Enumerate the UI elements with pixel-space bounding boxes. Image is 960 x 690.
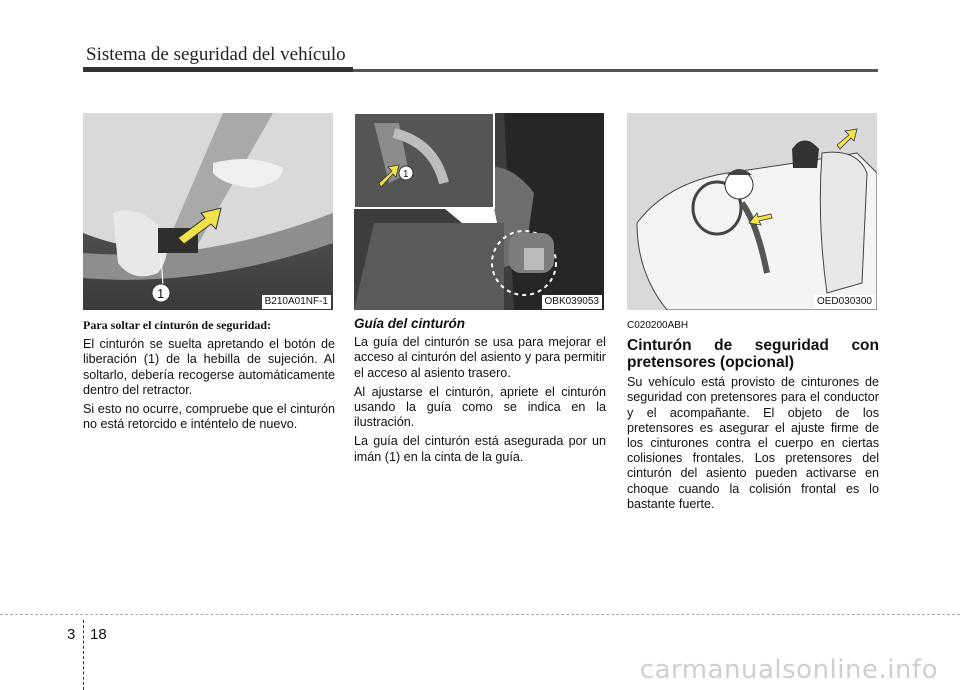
column-guide — [354, 316, 606, 469]
header-rule-accent — [83, 67, 353, 72]
watermark: carmanualsonline.info — [639, 655, 938, 685]
belt-release-illustration — [83, 113, 333, 310]
figure-code: OED030300 — [814, 295, 875, 309]
figure-belt-guide — [354, 113, 604, 310]
section-code: C020200ABH — [627, 320, 689, 331]
figure-belt-release — [83, 113, 333, 310]
header-title: Sistema de seguridad del vehículo — [86, 44, 346, 65]
paragraph: El cinturón se suelta apretando el botón de liberación (1) de la hebilla de sujeción. Al soltarlo, debería recogerse automáticamente dentro del retractor. — [83, 337, 335, 397]
chapter-number: 3 — [67, 626, 76, 643]
pretensioner-illustration — [627, 113, 877, 310]
figure-code: OBK039053 — [542, 295, 603, 309]
figure-code: B210A01NF-1 — [262, 295, 331, 309]
footer-page-rule — [83, 620, 84, 690]
belt-guide-illustration — [354, 113, 604, 310]
section-heading: Cinturón de seguridad con pretensores (opcional) — [627, 337, 879, 372]
callout-1: 1 — [403, 169, 409, 180]
column-release — [83, 318, 335, 436]
page-number: 18 — [90, 626, 107, 643]
footer-divider — [0, 614, 960, 615]
figure-pretensioners — [627, 113, 877, 310]
column-pretensioners — [627, 318, 879, 516]
section-heading: Guía del cinturón — [354, 316, 466, 331]
paragraph: Su vehículo está provisto de cinturones de seguridad con pretensores para el conductor y el acompañante. El objeto de los pretensores es asegurar el ajuste firme de los cinturones contra el cuerpo en ciertas colisiones frontales. Los pretensores del cinturón del asiento pueden activarse en choque cuando la colisión frontal es lo bastante fuerte. — [627, 375, 879, 511]
paragraph: La guía del cinturón se usa para mejorar el acceso al cinturón del asiento y para permitir el acceso al asiento trasero. — [354, 335, 606, 380]
paragraph: Si esto no ocurre, compruebe que el cinturón no está retorcido e inténtelo de nuevo. — [83, 402, 335, 432]
section-heading: Para soltar el cinturón de seguridad: — [83, 318, 272, 332]
callout-1: 1 — [157, 286, 165, 301]
paragraph: Al ajustarse el cinturón, apriete el cinturón usando la guía como se indica en la ilustración. — [354, 384, 606, 430]
paragraph: La guía del cinturón está asegurada por un imán (1) en la cinta de la guía. — [354, 434, 606, 464]
